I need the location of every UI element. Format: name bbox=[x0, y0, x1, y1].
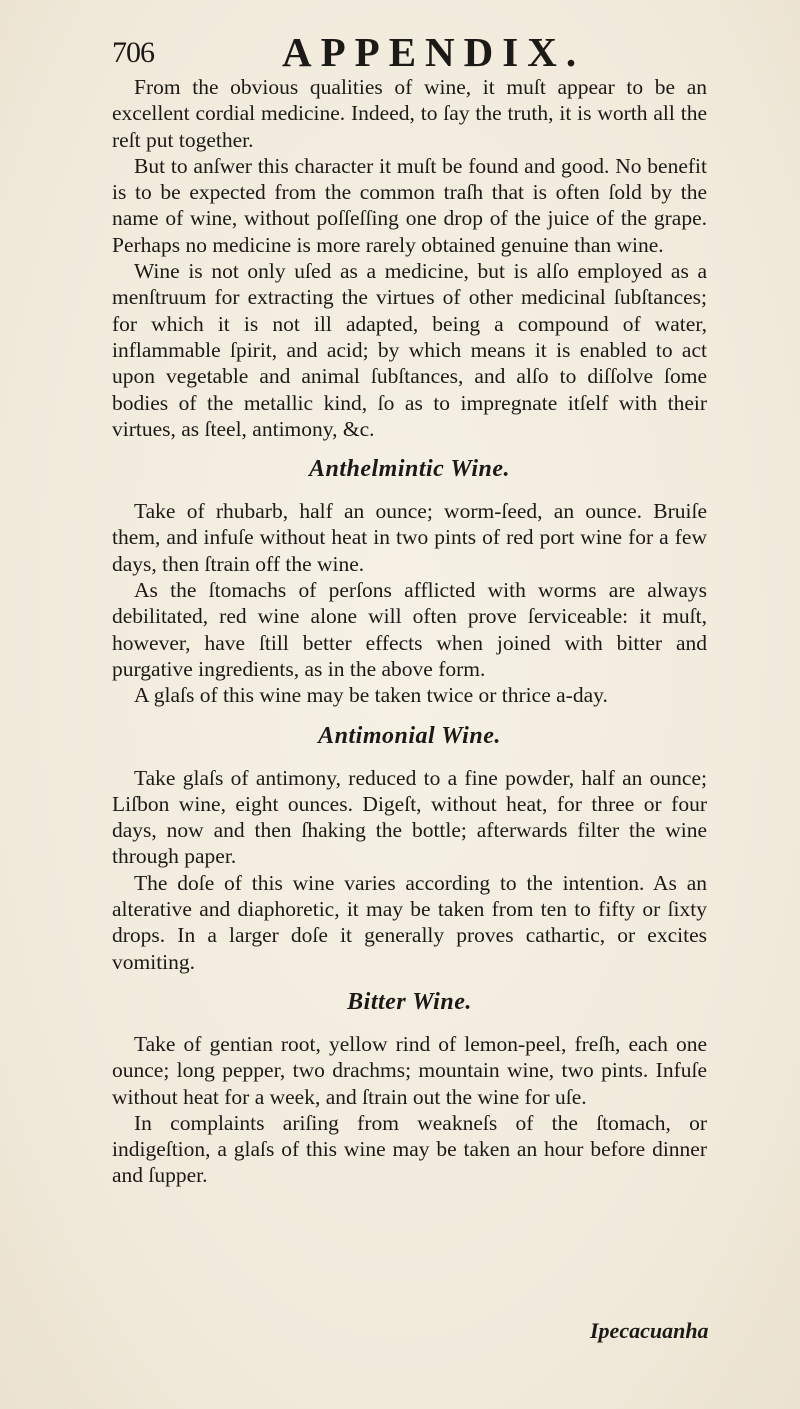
page-number: 706 bbox=[112, 36, 154, 69]
section-paragraph: Take of rhubarb, half an ounce; worm-ſeed, an ounce. Bruiſe them, and infuſe without heat in two pints of red port wine for a few days, then ſtrain off the wine. bbox=[112, 499, 707, 576]
page-body bbox=[112, 74, 707, 1189]
section-paragraph: As the ſtomachs of perſons afflicted with worms are always debilitated, red wine alone will often prove ſerviceable: it muſt, however, have ſtill better effects when joined with bitter and purgative ingredients, as in the above form. bbox=[112, 578, 707, 681]
intro-paragraph-2: But to anſwer this character it muſt be found and good. No benefit is to be expected from the common traſh that is often ſold by the name of wine, without poſſeſſing one drop of the juice of the grape. Perhaps no medicine is more rarely obtained genuine than wine. bbox=[112, 153, 707, 257]
intro-paragraph-1: From the obvious qualities of wine, it muſt appear to be an excellent cordial medicine. Indeed, to ſay the truth, it is worth all the reſt put together. bbox=[112, 75, 707, 152]
section-paragraph: A glaſs of this wine may be taken twice or thrice a-day. bbox=[134, 683, 608, 708]
section-paragraph: In complaints ariſing from weakneſs of the ſtomach, or indigeſtion, a glaſs of this wine may be taken an hour before dinner and ſupper. bbox=[112, 1110, 707, 1188]
section-heading-anthelmintic-wine: Anthelmintic Wine. bbox=[308, 456, 511, 483]
section-heading-antimonial-wine: Antimonial Wine. bbox=[318, 722, 501, 749]
section-paragraph: Take glaſs of antimony, reduced to a fine powder, half an ounce; Liſbon wine, eight ounces. Digeſt, without heat, for three or four days, now and then ſhaking the bottle; afterwards filter the wine through paper. bbox=[112, 765, 707, 869]
running-head: APPENDIX. bbox=[282, 29, 586, 75]
intro-paragraph-3: Wine is not only uſed as a medicine, but is alſo employed as a menſtruum for extracting the virtues of other medicinal ſubſtances; for which it is not ill adapted, being a compound of water, inflammable ſpirit, and acid; by which means it is enabled to act upon vegetable and animal ſubſtances, and alſo to diſſolve ſome bodies of the metallic kind, ſo as to impregnate itſelf with their virtues, as ſteel, antimony, &c. bbox=[112, 259, 707, 441]
section-heading-bitter-wine: Bitter Wine. bbox=[347, 988, 472, 1015]
catchword: Ipecacuanha bbox=[590, 1318, 709, 1343]
section-paragraph: Take of gentian root, yellow rind of lemon-peel, freſh, each one ounce; long pepper, two drachms; mountain wine, two pints. Infuſe without heat for a week, and ſtrain out the wine for uſe. bbox=[112, 1031, 707, 1109]
section-paragraph: The doſe of this wine varies according to the intention. As an alterative and diaphoretic, it may be taken from ten to fifty or ſixty drops. In a larger doſe it generally proves cathartic, or excites vomiting. bbox=[112, 870, 707, 974]
page-header bbox=[112, 14, 712, 74]
